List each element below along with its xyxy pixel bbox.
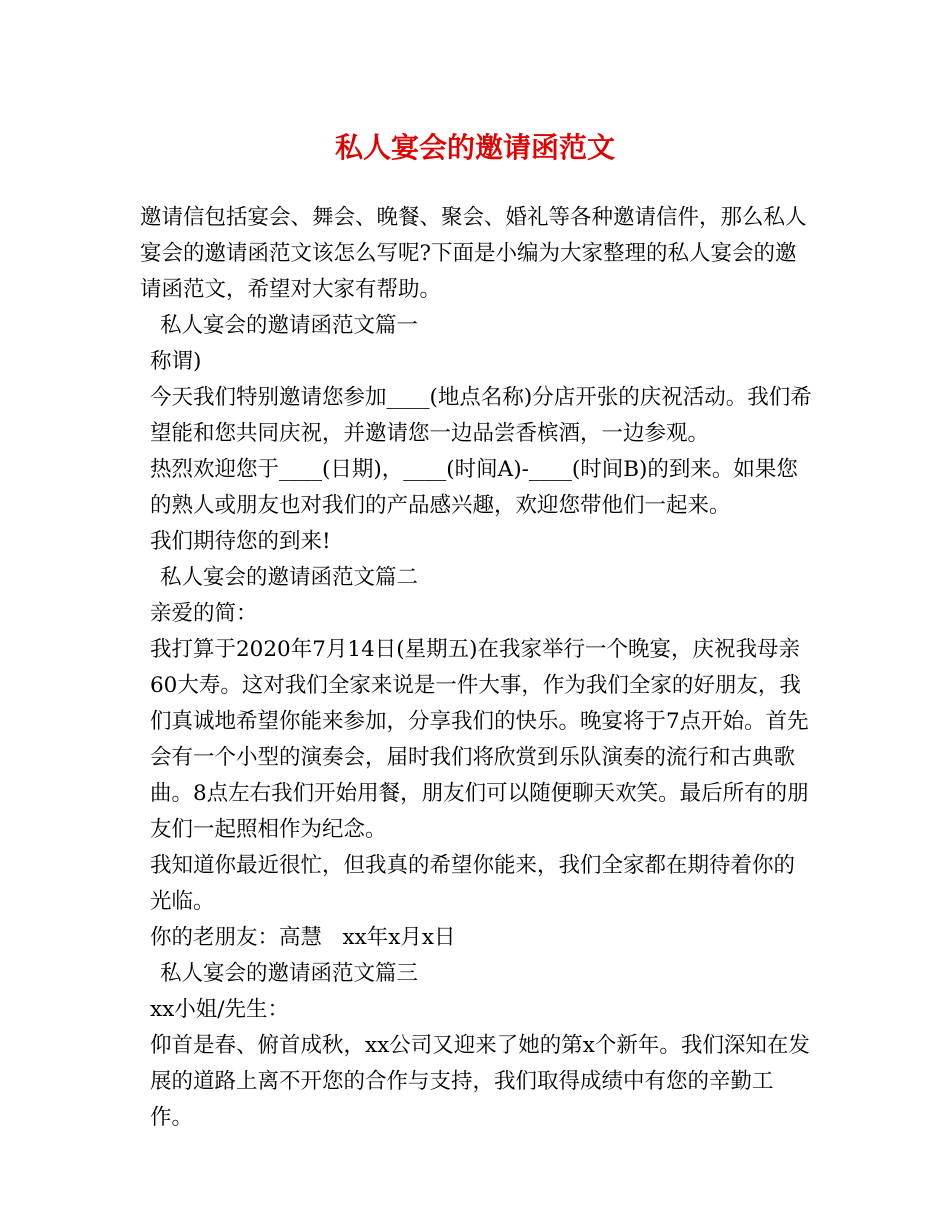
salutation-paragraph: 称谓) <box>150 349 202 374</box>
section-heading-3: 私人宴会的邀请函范文篇三 <box>160 961 419 986</box>
signature-paragraph: 你的老朋友：高慧 xx年x月x日 <box>150 925 456 950</box>
intro-paragraph: 邀请信包括宴会、舞会、晚餐、聚会、婚礼等各种邀请信件，那么私人宴会的邀请函范文该怎么写呢?下面是小编为大家整理的私人宴会的邀请函范文，希望对大家有帮助。 <box>140 205 807 302</box>
section-heading-1: 私人宴会的邀请函范文篇一 <box>160 313 419 338</box>
body-paragraph: 我打算于2020年7月14日(星期五)在我家举行一个晚宴，庆祝我母亲60大寿。这对我们全家来说是一件大事，作为我们全家的好朋友，我们真诚地希望你能来参加，分享我们的快乐。晚宴将于7点开始。首先会有一个小型的演奏会，届时我们将欣赏到乐队演奏的流行和古典歌曲。8点左右我们开始用餐，朋友们可以随便聊天欢笑。最后所有的朋友们一起照相作为纪念。 <box>150 637 809 842</box>
page-title: 私人宴会的邀请函范文 <box>334 131 615 164</box>
body-paragraph: 我知道你最近很忙，但我真的希望你能来，我们全家都在期待着你的光临。 <box>150 853 796 914</box>
document-body <box>140 200 816 1136</box>
body-paragraph: 我们期待您的到来! <box>150 529 331 554</box>
body-paragraph: 热烈欢迎您于____(日期)，____(时间A)-____(时间B)的到来。如果您的熟人或朋友也对我们的产品感兴趣，欢迎您带他们一起来。 <box>150 457 798 518</box>
salutation-paragraph: xx小姐/先生： <box>150 997 289 1022</box>
body-paragraph: 今天我们特别邀请您参加____(地点名称)分店开张的庆祝活动。我们希望能和您共同庆祝，并邀请您一边品尝香槟酒，一边参观。 <box>150 385 812 446</box>
section-heading-2: 私人宴会的邀请函范文篇二 <box>160 565 419 590</box>
salutation-paragraph: 亲爱的简： <box>150 601 258 626</box>
body-paragraph: 仰首是春、俯首成秋，xx公司又迎来了她的第x个新年。我们深知在发展的道路上离不开您的合作与支持，我们取得成绩中有您的辛勤工作。 <box>150 1033 810 1130</box>
